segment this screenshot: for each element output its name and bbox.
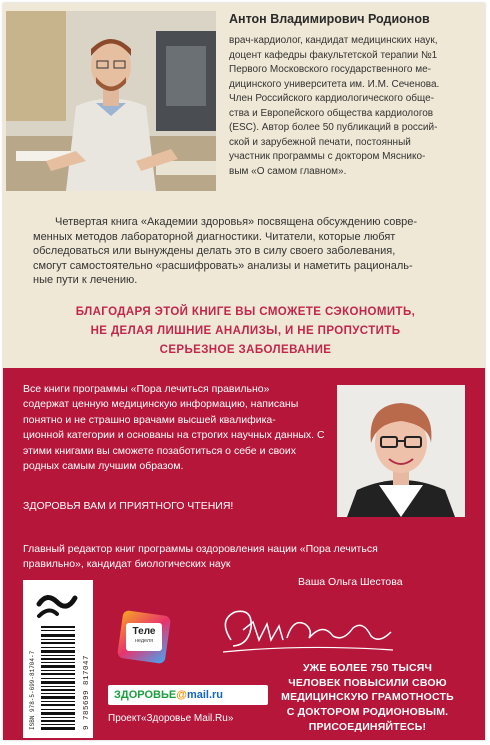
author-bio-line: (ESC). Автор более 50 публикаций в россий- xyxy=(229,122,438,133)
author-bio-line: Первого Московского государственного ме- xyxy=(229,64,432,75)
promo-line: С ДОКТОРОМ РОДИОНОВЫМ. xyxy=(286,706,449,719)
promo-text xyxy=(265,661,470,735)
description-line: смогут самостоятельно «расшифровать» анализы и наметить рациональ- xyxy=(33,259,413,272)
author-section xyxy=(3,3,485,368)
promo-line: ПРИСОЕДИНЯЙТЕСЬ! xyxy=(308,720,427,733)
author-bio-line: вым «О самом главном». xyxy=(229,165,347,177)
author-bio-line: ской и зарубежной печати, постоянный xyxy=(229,136,411,148)
editor-role-line: Главный редактор книг программы оздоровления нации «Пора лечиться xyxy=(23,543,378,555)
zdorovie-logo-part3: mail.ru xyxy=(186,689,224,701)
promo-line: УЖЕ БОЛЕЕ 750 ТЫСЯЧ xyxy=(302,662,433,674)
series-line: родных самым лучшим образом. xyxy=(23,460,184,473)
promo-line: МЕДИЦИНСКУЮ ГРАМОТНОСТЬ xyxy=(281,691,454,704)
barcode-icon xyxy=(41,624,75,734)
signature-image xyxy=(213,600,403,660)
publisher-logo-icon xyxy=(35,588,79,620)
logo-inner xyxy=(126,623,162,651)
description-line: Четвертая книга «Академии здоровья» посвящена обсуждению совре- xyxy=(55,216,418,228)
zdorovie-logo-at: @ xyxy=(176,689,187,701)
author-photo xyxy=(6,11,216,191)
author-bio xyxy=(229,34,474,179)
editor-role xyxy=(23,542,433,572)
tele-nedelya-logo xyxy=(120,613,168,661)
barcode-number: 9 785699 817047 xyxy=(83,654,91,730)
author-bio-line: участник программы с доктором Мяснико- xyxy=(229,151,426,162)
series-description xyxy=(23,382,328,474)
series-line: ционной категории и основаны на строгих научных данных. С xyxy=(23,429,325,442)
slogan-line: СЕРЬЕЗНОЕ ЗАБОЛЕВАНИЕ xyxy=(159,344,332,356)
author-bio-line: врач-кардиолог, кандидат медицинских наук, xyxy=(229,35,438,46)
greeting: ЗДОРОВЬЯ ВАМ И ПРИЯТНОГО ЧТЕНИЯ! xyxy=(23,500,234,512)
slogan-line: БЛАГОДАРЯ ЭТОЙ КНИГЕ ВЫ СМОЖЕТЕ СЭКОНОМИТЬ, xyxy=(75,306,416,318)
zdorovie-logo-part1: ЗДОРОВЬЕ xyxy=(114,689,177,701)
author-bio-line: Член Российского кардиологического обще- xyxy=(229,93,435,104)
author-bio-line: дицинского университета им. И.М. Сеченова. xyxy=(229,78,440,90)
series-line: Все книги программы «Пора лечиться правильно» xyxy=(23,383,270,395)
barcode-block xyxy=(23,580,93,738)
series-section xyxy=(3,368,485,740)
series-line: содержат ценную медицинскую информацию, написаны xyxy=(23,398,299,411)
editor-photo xyxy=(337,385,465,517)
isbn-text: ISBN 978-5-699-81704-7 xyxy=(29,650,36,730)
series-line: этими книгами вы сможете позаботиться о себе и своих xyxy=(23,444,297,457)
project-label: Проект«Здоровье Mail.Ru» xyxy=(108,713,234,724)
author-name: Антон Владимирович Родионов xyxy=(229,12,430,26)
author-bio-line: ства и Европейского общества кардиологов xyxy=(229,107,434,119)
book-back-cover xyxy=(3,3,485,740)
description-line: обследоваться или вынуждены делать это в силу своего заболевания, xyxy=(33,245,396,257)
description-line: ные пути к лечению. xyxy=(33,274,138,286)
promo-line: ЧЕЛОВЕК ПОВЫСИЛИ СВОЮ xyxy=(288,676,447,689)
book-description xyxy=(33,215,458,288)
description-line: менных методов лабораторной диагностики. Читатели, которые любят xyxy=(33,230,396,243)
series-line: понятно и не страшно врачами высшей квалифика- xyxy=(23,413,276,426)
author-bio-line: доцент кафедры факультетской терапии №1 xyxy=(229,49,438,61)
zdorovie-mail-logo xyxy=(108,685,268,705)
editor-role-line: правильно», кандидат биологических наук xyxy=(23,558,231,570)
tele-logo-line2: неделя xyxy=(134,638,154,644)
editor-sign-off: Ваша Ольга Шестова xyxy=(298,576,403,588)
slogan xyxy=(33,303,458,360)
tele-logo-line1: Теле xyxy=(132,626,156,637)
slogan-line: НЕ ДЕЛАЯ ЛИШНИЕ АНАЛИЗЫ, И НЕ ПРОПУСТИТЬ xyxy=(90,325,401,337)
